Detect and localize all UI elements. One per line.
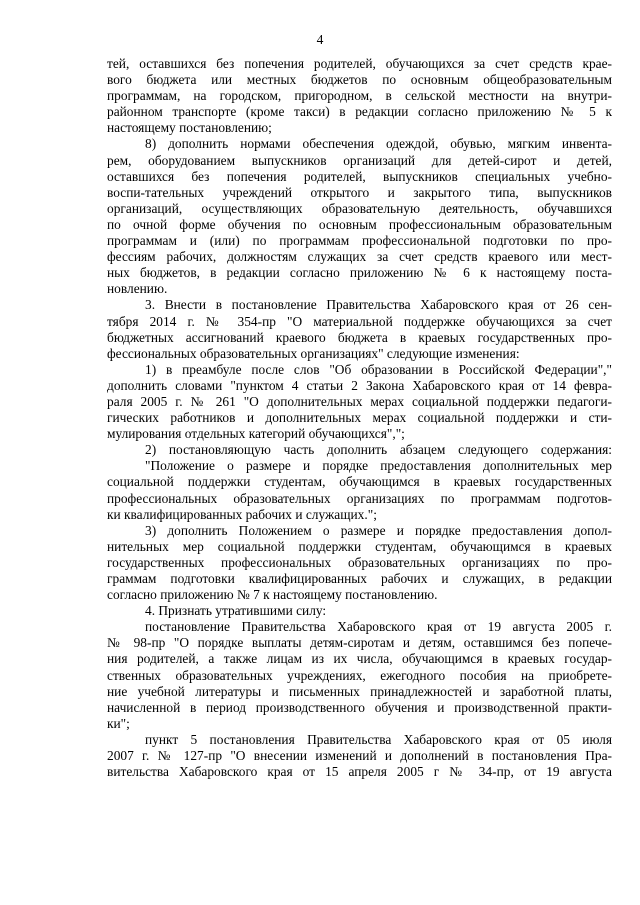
- text-line: 2007 г. № 127-пр "О внесении изменений и дополнений в постановления Пра-: [107, 748, 612, 764]
- text-line: гических работников и дополнительных мерах социальной поддержки и сти-: [107, 410, 612, 426]
- text-line: программам и (или) по программам профессиональной подготовки по про-: [107, 233, 612, 249]
- text-line: начисленной в период производственного обучения и производственной практи-: [107, 699, 612, 715]
- text-line: настоящему постановлению;: [107, 120, 272, 136]
- text-line: ние учебной литературы и письменных принадлежностей и заработной платы,: [107, 683, 612, 699]
- text-line: социальной поддержки студентам, обучающимся в краевых государственных: [107, 474, 612, 490]
- text-line: вого бюджета или местных бюджетов по основным общеобразовательным: [107, 72, 612, 88]
- text-line: 2) постановляющую часть дополнить абзацем следующего содержания:: [145, 442, 612, 458]
- text-line: ния родителей, а также лицам из их числа, обучающимся в краевых государ-: [107, 651, 612, 667]
- text-line: дополнить словами "пунктом 4 статьи 2 Закона Хабаровского края от 14 февра-: [107, 377, 612, 393]
- text-line: организаций, осуществляющих образовательную деятельность, обучавшихся: [107, 200, 612, 216]
- text-line: 3) дополнить Положением о размере и порядке предоставления допол-: [145, 522, 612, 538]
- text-line: государственных профессиональных образовательных организациях по про-: [107, 554, 612, 570]
- text-line: 3. Внести в постановление Правительства Хабаровского края от 26 сен-: [145, 297, 612, 313]
- text-line: "Положение о размере и порядке предоставления дополнительных мер: [145, 458, 612, 474]
- text-line: нительных мер социальной поддержки студентам, обучающимся в краевых: [107, 538, 612, 554]
- text-line: бюджетных ассигнований краевого бюджета в краевых государственных про-: [107, 329, 612, 345]
- text-line: программам, на городском, пригородном, в сельской местности на внутри-: [107, 88, 612, 104]
- text-line: № 98-пр "О порядке выплаты детям-сиротам и детям, оставшимся без попече-: [107, 635, 612, 651]
- text-line: 1) в преамбуле после слов "Об образовании в Российской Федерации",": [145, 361, 612, 377]
- text-line: оставшихся без попечения родителей, выпускников специальных учебно-: [107, 168, 612, 184]
- page-number: 4: [316, 32, 324, 47]
- text-line: тей, оставшихся без попечения родителей, обучающихся за счет средств крае-: [107, 56, 612, 71]
- text-line: 8) дополнить нормами обеспечения одеждой, обувью, мягким инвента-: [145, 136, 612, 152]
- text-line: вительства Хабаровского края от 15 апреля 2005 г № 34-пр, от 19 августа: [107, 764, 612, 780]
- document-body: [107, 56, 612, 780]
- text-line: новлению.: [107, 281, 168, 297]
- text-line: фессиональных образовательных организациях" следующие изменения:: [107, 345, 520, 361]
- text-line: постановление Правительства Хабаровского края от 19 августа 2005 г.: [145, 619, 612, 635]
- text-line: 4. Признать утратившими силу:: [145, 603, 327, 619]
- text-line: воспи-тательных учреждений открытого и закрытого типа, выпускников: [107, 184, 612, 200]
- text-line: граммам подготовки квалифицированных рабочих и служащих, в редакции: [107, 571, 612, 586]
- text-line: согласно приложению № 7 к настоящему постановлению.: [107, 587, 438, 603]
- text-line: ки";: [107, 715, 130, 731]
- text-line: ки квалифицированных рабочих и служащих.";: [107, 506, 377, 522]
- text-line: профессиональных образовательных организациях по программам подготов-: [107, 490, 612, 506]
- text-line: фессиям рабочих, должностям служащих за счет средств краевого или мест-: [107, 249, 612, 265]
- text-line: районном транспорте (кроме такси) в редакции согласно приложению № 5 к: [107, 104, 612, 120]
- text-line: тября 2014 г. № 354-пр "О материальной поддержке обучающихся за счет: [107, 313, 612, 329]
- text-line: по очной форме обучения по основным профессиональным образовательным: [107, 216, 612, 232]
- text-line: пункт 5 постановления Правительства Хабаровского края от 05 июля: [145, 731, 612, 747]
- text-line: мулирования отдельных категорий обучающихся",";: [107, 426, 405, 442]
- text-line: ственных образовательных учреждениях, ежегодного пособия на приобрете-: [107, 667, 612, 683]
- text-line: рем, оборудованием выпускников организаций для детей-сирот и детей,: [107, 152, 612, 168]
- text-line: раля 2005 г. № 261 "О дополнительных мерах социальной поддержки педагоги-: [107, 393, 612, 409]
- text-line: ных бюджетов, в редакции согласно приложению № 6 к настоящему поста-: [107, 265, 612, 281]
